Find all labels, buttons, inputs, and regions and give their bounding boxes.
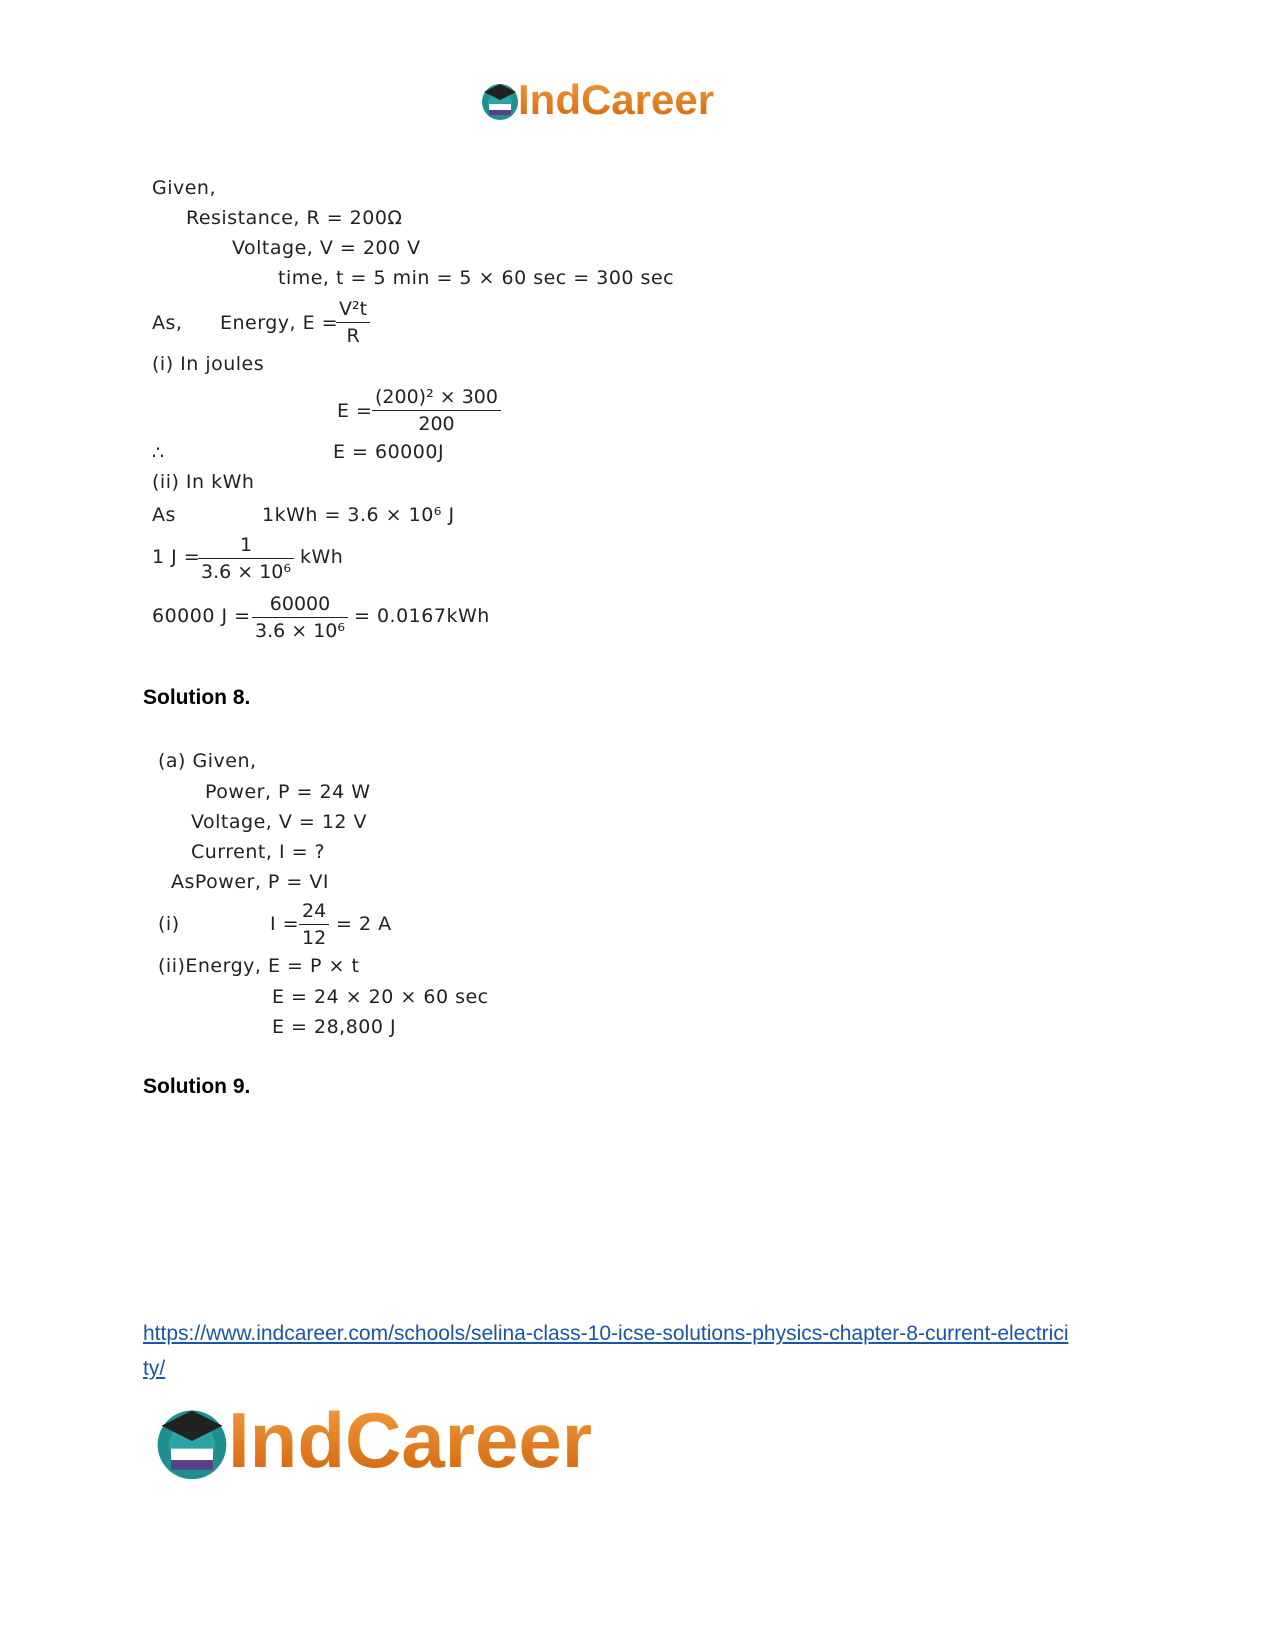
voltage-line: Voltage, V = 200 V [232, 237, 421, 259]
part-i-label: (i) In joules [152, 353, 265, 375]
current-equation-label: I = [270, 913, 300, 935]
graduation-cap-icon [478, 78, 522, 122]
energy-formula-denominator: R [346, 325, 360, 347]
footer-logo-text: IndCareer [228, 1396, 593, 1484]
part-i-label-2: (i) [158, 913, 180, 935]
e-equation-fraction [372, 384, 501, 437]
time-line: time, t = 5 min = 5 × 60 sec = 300 sec [278, 267, 675, 289]
voltage-line-2: Voltage, V = 12 V [191, 811, 368, 833]
graduation-cap-icon [150, 1399, 234, 1483]
power-line: Power, P = 24 W [205, 781, 371, 803]
energy-formula-label: Energy, E = [220, 312, 339, 334]
therefore-symbol: ∴ [152, 442, 165, 464]
logo-text: IndCareer [518, 74, 714, 126]
kwh-definition: 1kWh = 3.6 × 10⁶ J [262, 504, 455, 526]
one-joule-label: 1 J = [152, 546, 201, 568]
source-url-link[interactable]: https://www.indcareer.com/schools/selina-class-10-icse-solutions-physics-chapter-8-current-electricity/ [143, 1322, 1069, 1380]
energy-formula-fraction [336, 296, 370, 349]
energy-result-line: E = 28,800 J [272, 1016, 397, 1038]
one-joule-fraction [198, 532, 294, 585]
given-label: Given, [152, 177, 217, 199]
one-joule-unit: kWh [300, 546, 344, 568]
e-equation-label: E = [337, 400, 373, 422]
conversion-denominator: 3.6 × 10⁶ [255, 620, 346, 642]
solution-8-heading: Solution 8. [143, 686, 251, 709]
current-line: Current, I = ? [191, 841, 326, 863]
as-label-2: As [152, 504, 176, 526]
as-label: As, [152, 312, 183, 334]
e-result-joules: E = 60000J [333, 441, 445, 463]
conversion-label: 60000 J = [152, 605, 251, 627]
e-equation-denominator: 200 [418, 413, 455, 435]
part-ii-energy-line: (ii)Energy, E = P × t [158, 955, 360, 977]
resistance-line: Resistance, R = 200Ω [186, 207, 403, 229]
footer-logo [150, 1395, 670, 1485]
current-result: = 2 A [336, 913, 392, 935]
one-joule-numerator: 1 [198, 532, 294, 559]
current-denominator: 12 [302, 927, 327, 949]
conversion-numerator: 60000 [252, 591, 348, 618]
conversion-fraction [252, 591, 348, 644]
as-power-line: AsPower, P = VI [171, 871, 329, 893]
solution-9-heading: Solution 9. [143, 1075, 251, 1098]
a-given-label: (a) Given, [158, 750, 257, 772]
energy-formula-numerator: V²t [336, 296, 370, 323]
current-numerator: 24 [299, 898, 329, 925]
current-fraction [299, 898, 329, 951]
energy-calc-line: E = 24 × 20 × 60 sec [272, 986, 489, 1008]
e-equation-numerator: (200)² × 300 [372, 384, 501, 411]
one-joule-denominator: 3.6 × 10⁶ [201, 561, 292, 583]
part-ii-label: (ii) In kWh [152, 471, 255, 493]
conversion-result: = 0.0167kWh [354, 605, 490, 627]
